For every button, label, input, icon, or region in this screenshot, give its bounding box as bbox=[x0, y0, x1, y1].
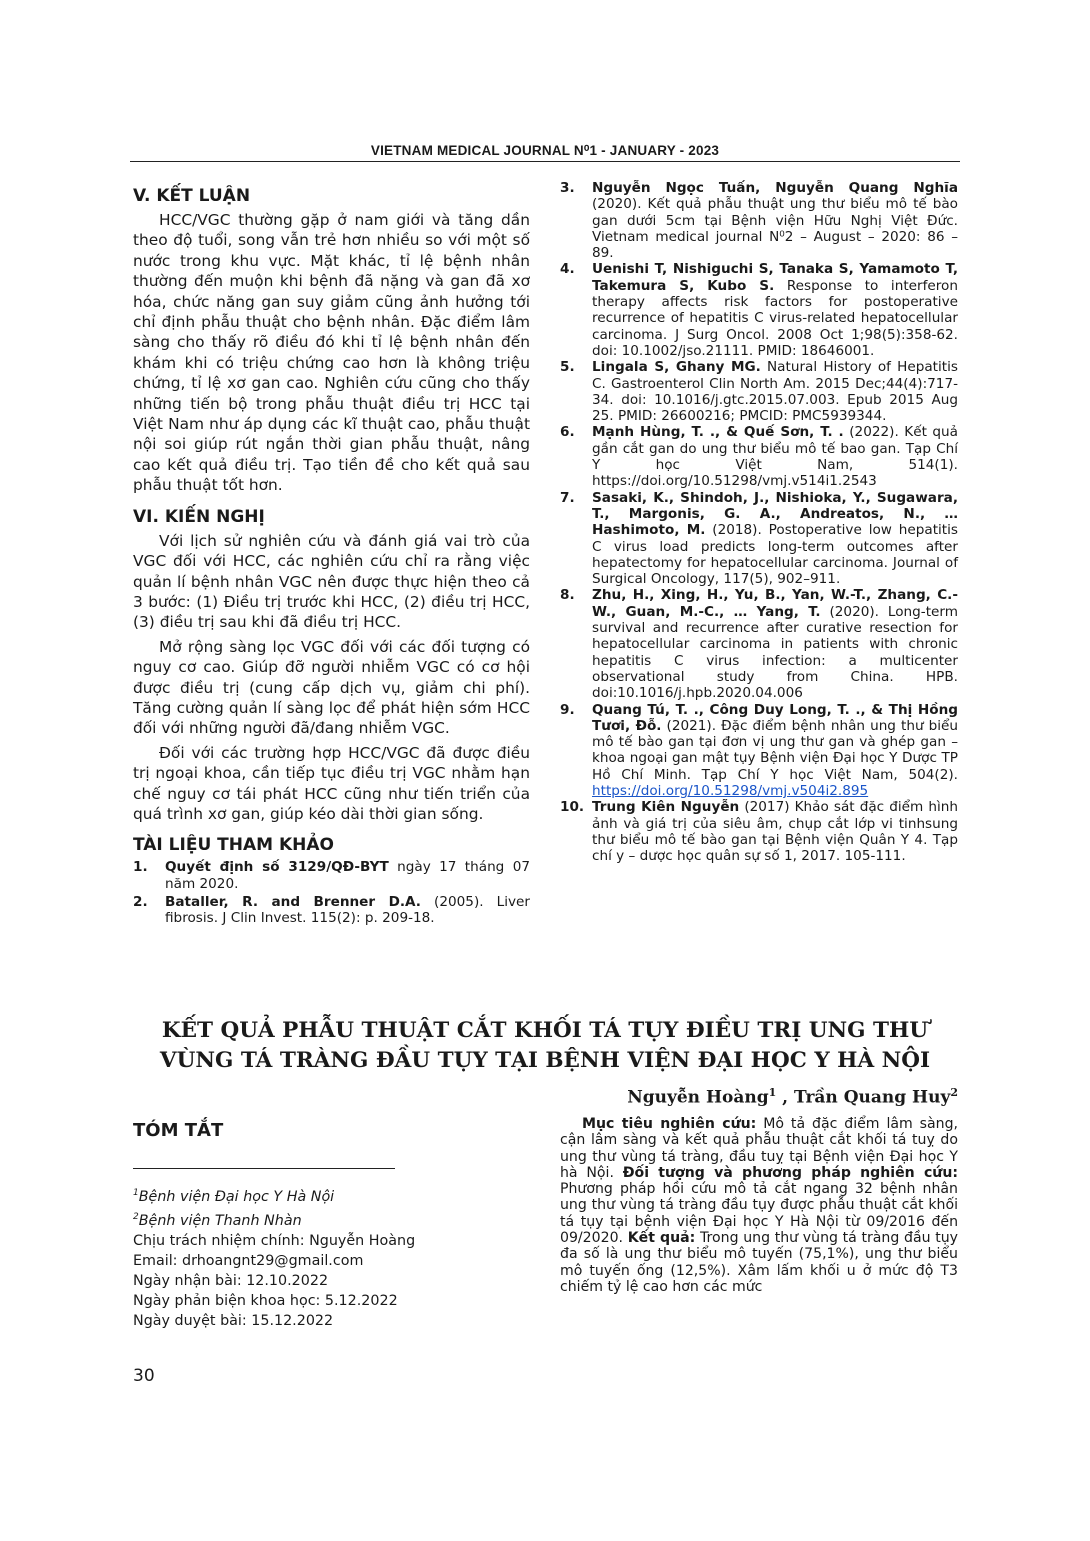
affiliation-1 bbox=[133, 1183, 533, 1207]
reference-authors: Quang Tú, T. ., Công Duy Long, T. ., & Thị Hồng Tươi, Đỗ. bbox=[592, 701, 958, 734]
reference-item bbox=[133, 859, 530, 892]
reference-authors: Mạnh Hùng, T. ., & Quế Sơn, T. . bbox=[592, 424, 844, 441]
date-received: Ngày nhận bài: 12.10.2022 bbox=[133, 1272, 329, 1289]
reference-number: 7. bbox=[560, 489, 575, 506]
abstract-text: Phương pháp hồi cứu mô tả cắt ngang 32 bệnh nhân ung thư vùng tá tràng đầu tụy được phẫu thuật cắt khối tá tụy tại bệnh viện Đại học Y Hà Nội từ 09/2016 đến 09/2020. bbox=[560, 1181, 958, 1247]
reference-text: Natural History of Hepatitis C. Gastroenterol Clin North Am. 2015 Dec;44(4):717-34. doi: 10.1016/j.gtc.2015.07.003. Epub 2015 Aug 25. PMID: 26600216; PMCID: PMC5939344. bbox=[592, 359, 958, 425]
reference-authors: Uenishi T, Nishiguchi S, Tanaka S, Yamamoto T, Takemura S, Kubo S. bbox=[592, 261, 958, 294]
reference-item bbox=[560, 180, 958, 261]
reference-list-left bbox=[133, 859, 530, 926]
footnotes bbox=[133, 1183, 533, 1331]
reference-item bbox=[560, 359, 958, 424]
abstract-paragraph bbox=[560, 1116, 958, 1295]
reference-item bbox=[560, 490, 958, 588]
author-affiliation-mark: 1 bbox=[768, 1086, 777, 1099]
author-name: Nguyễn Hoàng bbox=[627, 1087, 769, 1108]
reference-number: 1. bbox=[133, 859, 148, 876]
author-affiliation-mark: 2 bbox=[950, 1086, 958, 1099]
reference-authors: Zhu, H., Xing, H., Yu, B., Yan, W.-T., Zhang, C.-W., Guan, M.-C., … Yang, T. bbox=[592, 587, 958, 620]
affiliation-mark: 1 bbox=[133, 1188, 139, 1198]
affiliation-text: Bệnh viện Thanh Nhàn bbox=[138, 1212, 302, 1229]
left-column bbox=[133, 185, 530, 929]
reference-number: 8. bbox=[560, 587, 575, 604]
reference-item bbox=[560, 587, 958, 701]
reference-doi-link[interactable]: https://doi.org/10.51298/vmj.v504i2.895 bbox=[592, 782, 869, 799]
reference-text: (2020). Kết quả phẫu thuật ung thư biểu mô tế bào gan dưới 5cm tại Bệnh viện Hữu Nghị Việt Đức. Vietnam medical journal N⁰2 – August – 2020: 86 – 89. bbox=[592, 196, 958, 262]
article-title-line-2: VÙNG TÁ TRÀNG ĐẦU TỤY TẠI BỆNH VIỆN ĐẠI HỌC Y HÀ NỘI bbox=[159, 1048, 931, 1073]
reference-text: (2021). Đặc điểm bệnh nhân ung thư biểu mô tế bào gan tại đơn vị ung thư gan và ghép gan – khoa ngoại gan mật tụy Bệnh viện Đại học Y Dược TP Hồ Chí Minh. Tạp Chí Y học Việt Nam, 504(2). bbox=[592, 717, 958, 783]
summary-heading: TÓM TẮT bbox=[133, 1120, 224, 1141]
reference-number: 4. bbox=[560, 261, 575, 278]
affiliation-mark: 2 bbox=[133, 1211, 139, 1222]
right-column bbox=[560, 180, 958, 864]
reference-number: 3. bbox=[560, 180, 575, 196]
reference-authors: Nguyễn Ngọc Tuấn, Nguyễn Quang Nghĩa bbox=[592, 180, 958, 196]
reference-text: (2020). Long-term survival and recurrence after curative resection for hepatocellular carcinoma in patients with chronic hepatitis C virus infection: a multicenter observational study from China. HPB. doi:10.1016/j.hpb.2020.04.006 bbox=[592, 603, 958, 702]
reference-item bbox=[560, 424, 958, 489]
reference-text: ngày 17 tháng 07 năm 2020. bbox=[165, 859, 530, 892]
reference-item bbox=[560, 261, 958, 359]
reference-number: 2. bbox=[133, 893, 148, 910]
reference-number: 10. bbox=[560, 799, 585, 816]
author-separator: , bbox=[776, 1087, 795, 1108]
responsible-author: Chịu trách nhiệm chính: Nguyễn Hoàng bbox=[133, 1232, 416, 1249]
reference-item bbox=[560, 799, 958, 864]
reference-text: (2017) Khảo sát đặc điểm hình ảnh và giá trị của siêu âm, chụp cắt lớp vi tinhsung thư biểu mô tế bào gan tại Bệnh viện Quân Y 4. Tạp chí y – dược học quân sự số 1, 2017. 105-111. bbox=[592, 799, 958, 865]
affiliation-text: Bệnh viện Đại học Y Hà Nội bbox=[138, 1188, 335, 1205]
reference-item bbox=[560, 702, 958, 800]
references-heading: TÀI LIỆU THAM KHẢO bbox=[133, 835, 334, 856]
journal-header: VIETNAM MEDICAL JOURNAL N⁰1 - JANUARY - 2023 bbox=[370, 143, 720, 158]
recommendation-paragraph-3: Đối với các trường hợp HCC/VGC đã được điều trị ngoại khoa, cần tiếp tục điều trị VGC nhằm hạn chế nguy cơ tái phát HCC cũng như tiến triển của quá trình xơ gan, giúp kéo dài thời gian sống. bbox=[133, 743, 530, 823]
author-email: Email: drhoangnt29@gmail.com bbox=[133, 1252, 364, 1269]
article-title-line-1: KẾT QUẢ PHẪU THUẬT CẮT KHỐI TÁ TỤY ĐIỀU TRỊ UNG THƯ bbox=[161, 1018, 929, 1043]
reference-authors: Trung Kiên Nguyễn bbox=[592, 799, 740, 816]
abstract-label: Kết quả: bbox=[627, 1230, 696, 1247]
article-title bbox=[130, 1016, 960, 1076]
reference-number: 9. bbox=[560, 701, 575, 718]
reference-number: 5. bbox=[560, 359, 575, 376]
reference-text: (2018). Postoperative low hepatitis C virus load predicts long-term outcomes after hepatectomy for hepatocellular carcinoma. Journal of Surgical Oncology, 117(5), 902–911. bbox=[592, 522, 958, 588]
author-name: Trần Quang Huy bbox=[794, 1087, 951, 1108]
reference-text: (2022). Kết quả gần cắt gan do ung thư biểu mô tế bao gan. Tạp Chí Y học Việt Nam, 514(1). https://doi.org/10.51298/vmj.v514i1.2543 bbox=[592, 424, 959, 490]
footnote-divider bbox=[133, 1168, 395, 1169]
affiliation-2 bbox=[133, 1207, 533, 1231]
reference-authors: Lingala S, Ghany MG. bbox=[592, 359, 761, 376]
abstract-text: Trong ung thư vùng tá tràng đầu tụy đa số là ung thư biểu mô tuyến (75,1%), ung thư biểu mô tuyến ống (12,5%). Xâm lấm khối u ở mức độ T3 chiếm tỷ lệ cao hơn các mức bbox=[560, 1230, 958, 1295]
abstract-label: Đối tượng và phương pháp nghiên cứu: bbox=[622, 1164, 958, 1181]
conclusion-heading: V. KẾT LUẬN bbox=[133, 186, 251, 206]
reference-authors: Sasaki, K., Shindoh, J., Nishioka, Y., Sugawara, T., Margonis, G. A., Andreatos, N., … Hashimoto, M. bbox=[592, 489, 958, 539]
reference-authors: Quyết định số 3129/QĐ-BYT bbox=[165, 859, 389, 876]
abstract-text: Mô tả đặc điểm lâm sàng, cận lâm sàng và kết quả phẫu thuật cắt khối tá tuỵ do ung thư vùng tá tràng, đầu tuỵ tại Bệnh viện Đại học Y hà Nội. bbox=[560, 1116, 958, 1181]
header-divider bbox=[130, 161, 960, 162]
reference-item bbox=[133, 894, 530, 927]
reference-authors: Bataller, R. and Brenner D.A. bbox=[165, 893, 421, 910]
article-authors bbox=[627, 1086, 958, 1108]
page-number: 30 bbox=[133, 1366, 155, 1386]
date-reviewed: Ngày phản biện khoa học: 5.12.2022 bbox=[133, 1292, 398, 1309]
reference-number: 6. bbox=[560, 424, 575, 441]
reference-text: (2005). Liver fibrosis. J Clin Invest. 115(2): p. 209-18. bbox=[165, 893, 530, 927]
recommendation-heading: VI. KIẾN NGHỊ bbox=[133, 506, 265, 527]
conclusion-paragraph: HCC/VGC thường gặp ở nam giới và tăng dần theo độ tuổi, song vẫn trẻ hơn nhiều so với một số nước trong khu vực. Mặt khác, tỉ lệ bệnh nhân thường đến muộn khi bệnh đã nặng và gan đã xơ hóa, chức năng gan suy giảm cũng ảnh hưởng tới chỉ định phẫu thuật cho bệnh nhân. Đặc điểm lâm sàng cho thấy rõ điều đó khi tỉ lệ bệnh nhân đến khám khi có triệu chứng cao hơn là không triệu chứng, tỉ lệ xơ gan cao. Nghiên cứu cũng cho thấy những tiến bộ trong phẫu thuật điều trị HCC tại Việt Nam như áp dụng các kĩ thuật cao, phẫu thuật nội soi giúp rút ngắn thời gian phẫu thuật, nâng cao kết quả điều trị. Tạo tiền đề cho kết quả sau phẫu thuật tốt hơn. bbox=[133, 211, 530, 495]
reference-list-right bbox=[560, 180, 958, 864]
reference-text: Response to interferon therapy affects risk factors for postoperative recurrence of hepatitis C virus-related hepatocellular carcinoma. J Surg Oncol. 2008 Oct 1;98(5):358-62. doi: 10.1002/jso.21111. PMID: 18646001. bbox=[592, 277, 958, 359]
recommendation-paragraph-1: Với lịch sử nghiên cứu và đánh giá vai trò của VGC đối với HCC, các nghiên cứu chỉ ra rằng việc quản lí bệnh nhân VGC nên được thực hiện theo cả 3 bước: (1) Điều trị trước khi HCC, (2) điều trị HCC, (3) điều trị sau khi đã điều trị HCC. bbox=[133, 531, 530, 632]
recommendation-paragraph-2: Mở rộng sàng lọc VGC đối với các đối tượng có nguy cơ cao. Giúp đỡ người nhiễm VGC có cơ hội được điều trị (cung cấp dịch vụ, giảm chi phí). Tăng cường quản lí sàng lọc để phát hiện sớm HCC đối với những người đã/đang nhiễm VGC. bbox=[133, 637, 530, 738]
date-approved: Ngày duyệt bài: 15.12.2022 bbox=[133, 1312, 334, 1329]
abstract-label: Mục tiêu nghiên cứu: bbox=[582, 1116, 757, 1132]
